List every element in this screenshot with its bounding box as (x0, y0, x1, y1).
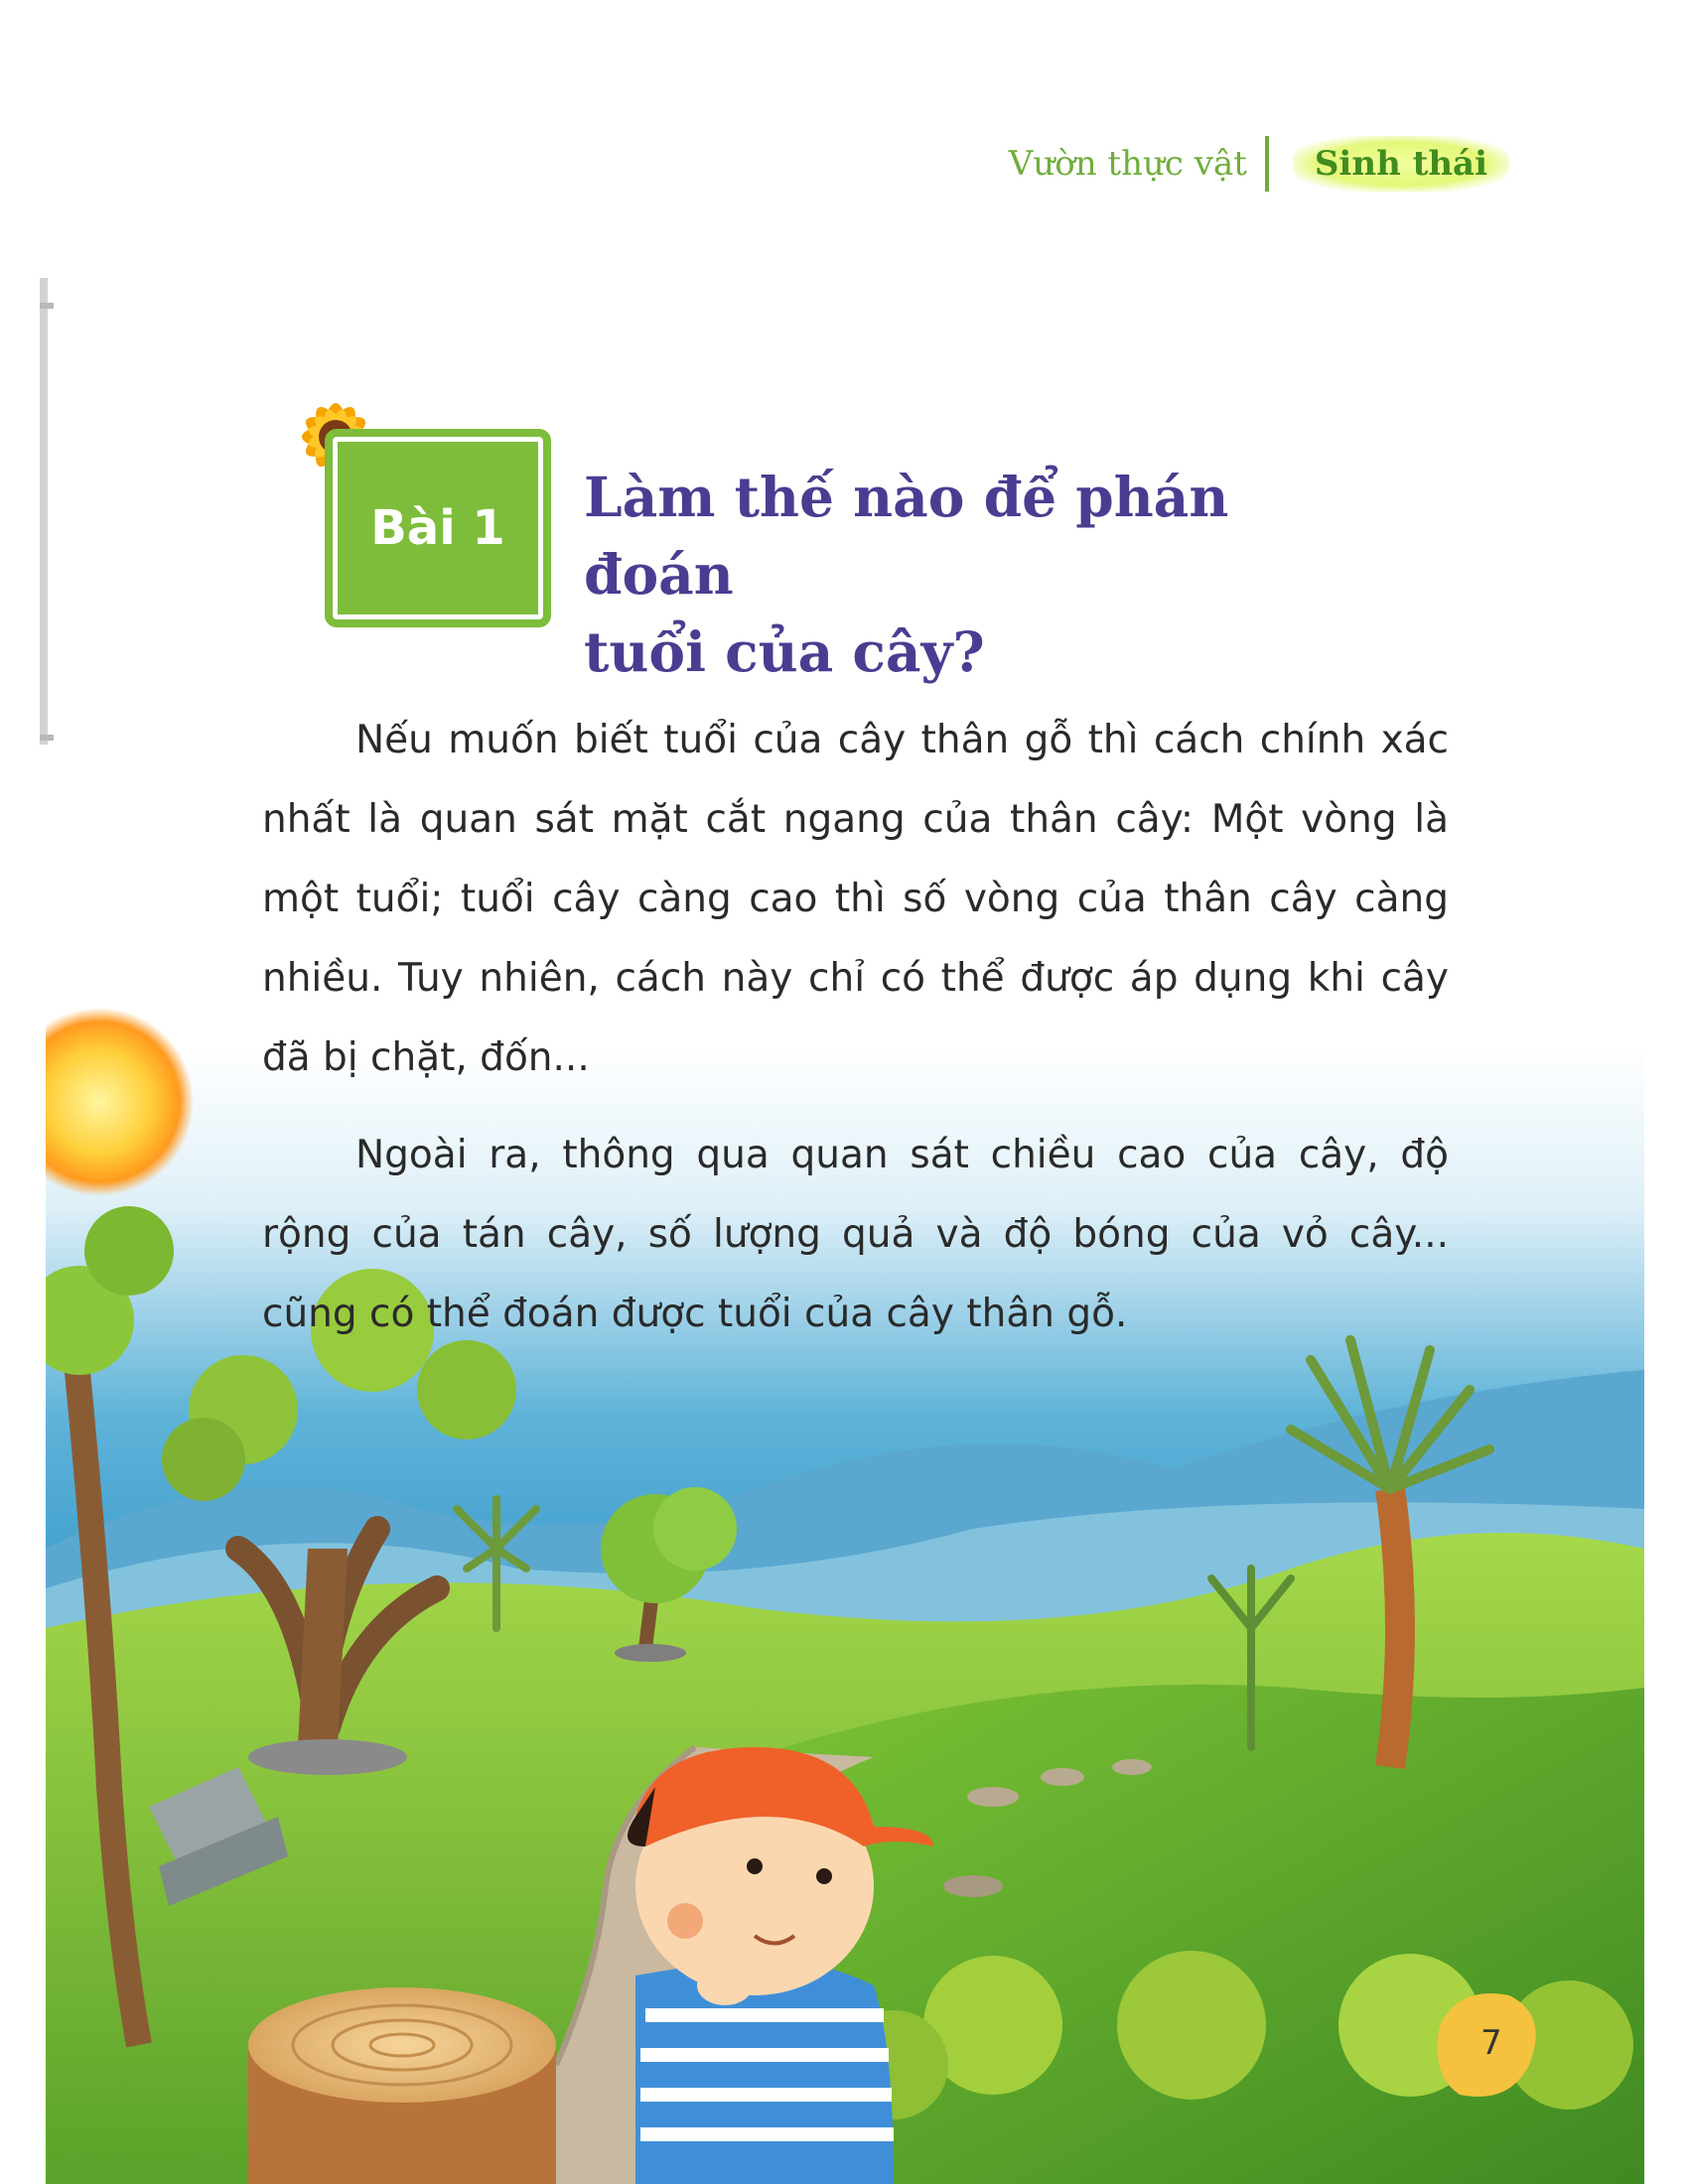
header-divider (1265, 136, 1269, 192)
page-edge-tick (40, 735, 54, 741)
title-line-2: tuổi của cây? (584, 619, 985, 684)
paragraph-2: Ngoài ra, thông qua quan sát chiều cao của cây, độ rộng của tán cây, số lượng quả và độ bóng của vỏ cây... cũng có thể đoán được tuổi của cây thân gỗ. (262, 1133, 1449, 1336)
title-line-1: Làm thế nào để phán đoán (584, 465, 1229, 607)
book-title: Vườn thực vật (1008, 144, 1247, 184)
page-edge-bar (40, 278, 48, 745)
page-header (1009, 129, 1509, 199)
lesson-number: Bài 1 (370, 500, 505, 556)
tree-stump (248, 1987, 556, 2184)
page-number: 7 (1480, 2023, 1502, 2063)
body-text (262, 701, 1449, 1354)
sun-icon (5, 1008, 194, 1196)
lesson-badge (325, 429, 551, 627)
lesson-title (584, 459, 1378, 691)
section-label: Sinh thái (1293, 136, 1509, 192)
paragraph-1: Nếu muốn biết tuổi của cây thân gỗ thì cách chính xác nhất là quan sát mặt cắt ngang của thân cây: Một vòng là một tuổi; tuổi cây càng cao thì số vòng của thân cây càng nhiều. Tuy nhiên, cách này chỉ có thể được áp dụng khi cây đã bị chặt, đốn... (262, 718, 1449, 1080)
page-edge-tick (40, 303, 54, 309)
